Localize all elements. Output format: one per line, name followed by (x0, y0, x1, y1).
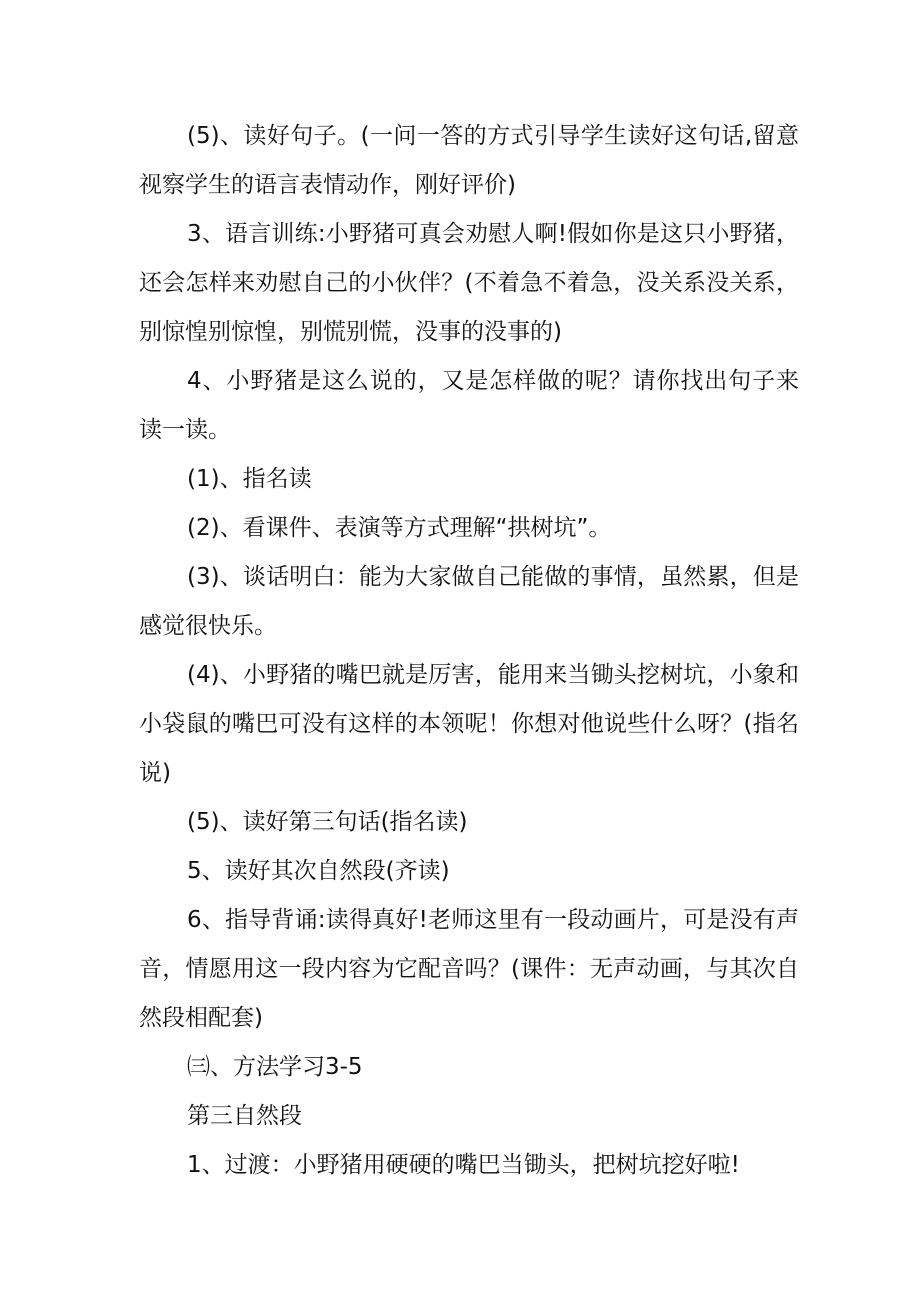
paragraph-mouth-ability: (4)、小野猪的嘴巴就是厉害，能用来当锄头挖树坑，小象和小袋鼠的嘴巴可没有这样的本领呢！你想对他说些什么呀？(指名说) (139, 662, 799, 786)
paragraph-language-training: 3、语言训练:小野猪可真会劝慰人啊!假如你是这只小野猪，还会怎样来劝慰自己的小伙伴？(不着急不着急，没关系没关系，别惊惶别惊惶，别慌别慌，没事的没事的) (139, 221, 799, 345)
paragraph-transition: 1、过渡：小野猪用硬硬的嘴巴当锄头，把树坑挖好啦! (187, 1152, 740, 1178)
paragraph-method-study: ㈢、方法学习3-5 (187, 1054, 363, 1080)
paragraph-third-section-title: 第三自然段 (187, 1103, 302, 1129)
paragraph-third-sentence: (5)、读好第三句话(指名读) (187, 809, 468, 835)
document-body (139, 112, 799, 1190)
paragraph-named-reading: (1)、指名读 (187, 466, 312, 492)
paragraph-second-section: 5、读好其次自然段(齐读) (187, 858, 450, 884)
paragraph-discussion: (3)、谈话明白：能为大家做自己能做的事情，虽然累，但是感觉很快乐。 (139, 564, 799, 639)
paragraph-courseware: (2)、看课件、表演等方式理解“拱树坑”。 (187, 515, 612, 541)
paragraph-read-sentence: (5)、读好句子。(一问一答的方式引导学生读好这句话,留意视察学生的语言表情动作，刚好评价) (139, 123, 799, 198)
paragraph-find-sentence: 4、小野猪是这么说的，又是怎样做的呢？请你找出句子来读一读。 (139, 368, 799, 443)
paragraph-recitation: 6、指导背诵:读得真好!老师这里有一段动画片，可是没有声音，情愿用这一段内容为它配音吗？(课件：无声动画，与其次自然段相配套) (139, 907, 799, 1031)
